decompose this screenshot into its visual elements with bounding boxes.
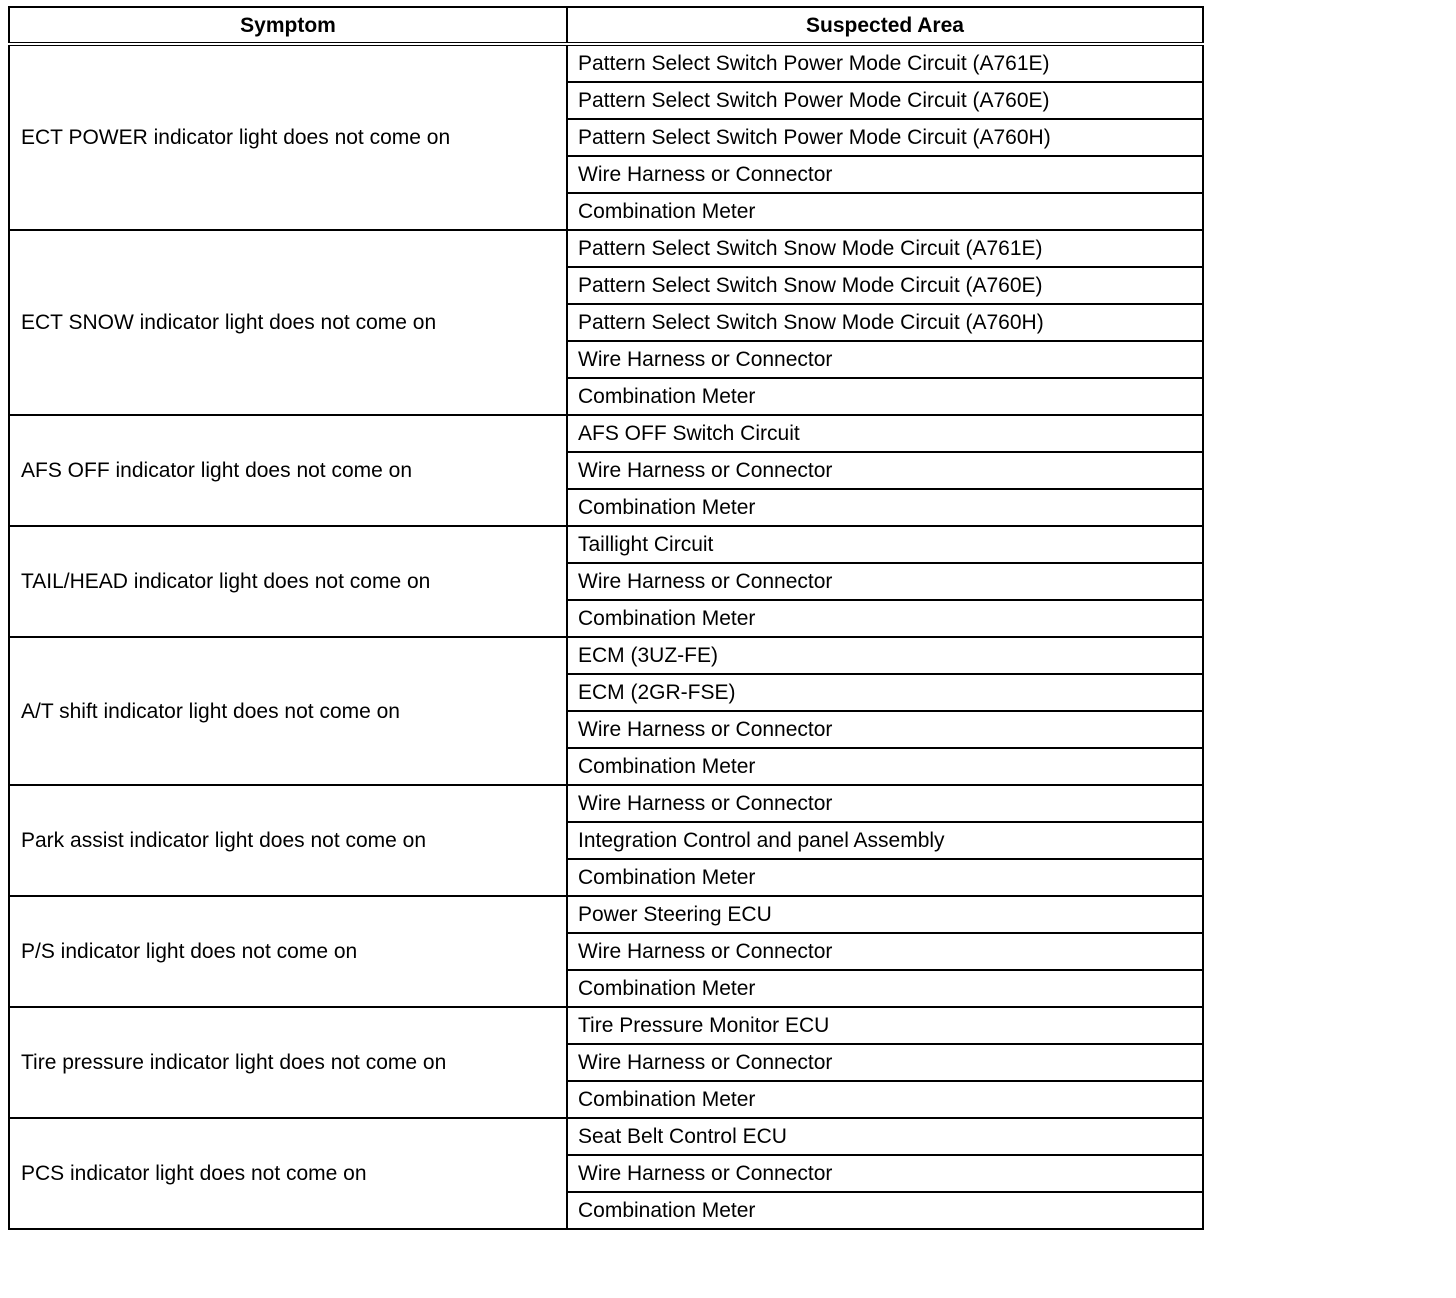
symptom-cell: P/S indicator light does not come on — [9, 896, 567, 1007]
suspected-area-cell: ECM (2GR-FSE) — [567, 674, 1203, 711]
suspected-area-cell: Combination Meter — [567, 600, 1203, 637]
suspected-area-cell: AFS OFF Switch Circuit — [567, 415, 1203, 452]
diagnosis-table — [8, 6, 1204, 1230]
symptom-cell: ECT POWER indicator light does not come on — [9, 44, 567, 230]
suspected-area-cell: Combination Meter — [567, 859, 1203, 896]
symptom-cell: Park assist indicator light does not come on — [9, 785, 567, 896]
table-row — [9, 230, 1203, 267]
suspected-area-cell: Wire Harness or Connector — [567, 341, 1203, 378]
suspected-area-cell: Wire Harness or Connector — [567, 1155, 1203, 1192]
suspected-area-cell: Combination Meter — [567, 1081, 1203, 1118]
suspected-area-cell: Pattern Select Switch Snow Mode Circuit (A760E) — [567, 267, 1203, 304]
suspected-area-cell: Pattern Select Switch Snow Mode Circuit (A761E) — [567, 230, 1203, 267]
suspected-area-cell: Combination Meter — [567, 489, 1203, 526]
table-row — [9, 1118, 1203, 1155]
suspected-area-cell: Pattern Select Switch Snow Mode Circuit (A760H) — [567, 304, 1203, 341]
suspected-area-cell: Seat Belt Control ECU — [567, 1118, 1203, 1155]
suspected-area-cell: Pattern Select Switch Power Mode Circuit (A760H) — [567, 119, 1203, 156]
header-symptom: Symptom — [9, 7, 567, 44]
symptom-cell: PCS indicator light does not come on — [9, 1118, 567, 1229]
suspected-area-cell: Pattern Select Switch Power Mode Circuit (A760E) — [567, 82, 1203, 119]
suspected-area-cell: Combination Meter — [567, 748, 1203, 785]
symptom-cell: AFS OFF indicator light does not come on — [9, 415, 567, 526]
header-suspected-area: Suspected Area — [567, 7, 1203, 44]
suspected-area-cell: Combination Meter — [567, 193, 1203, 230]
symptom-cell: A/T shift indicator light does not come on — [9, 637, 567, 785]
suspected-area-cell: Combination Meter — [567, 1192, 1203, 1229]
suspected-area-cell: Wire Harness or Connector — [567, 563, 1203, 600]
header-row — [9, 7, 1203, 44]
symptom-cell: TAIL/HEAD indicator light does not come on — [9, 526, 567, 637]
table-row — [9, 415, 1203, 452]
suspected-area-cell: ECM (3UZ-FE) — [567, 637, 1203, 674]
suspected-area-cell: Pattern Select Switch Power Mode Circuit (A761E) — [567, 44, 1203, 82]
table-row — [9, 526, 1203, 563]
table-row — [9, 1007, 1203, 1044]
table-row — [9, 896, 1203, 933]
suspected-area-cell: Power Steering ECU — [567, 896, 1203, 933]
table-row — [9, 637, 1203, 674]
suspected-area-cell: Wire Harness or Connector — [567, 452, 1203, 489]
symptom-cell: Tire pressure indicator light does not come on — [9, 1007, 567, 1118]
table-row — [9, 44, 1203, 82]
suspected-area-cell: Integration Control and panel Assembly — [567, 822, 1203, 859]
suspected-area-cell: Combination Meter — [567, 378, 1203, 415]
suspected-area-cell: Wire Harness or Connector — [567, 711, 1203, 748]
suspected-area-cell: Wire Harness or Connector — [567, 156, 1203, 193]
suspected-area-cell: Tire Pressure Monitor ECU — [567, 1007, 1203, 1044]
table-row — [9, 785, 1203, 822]
suspected-area-cell: Taillight Circuit — [567, 526, 1203, 563]
suspected-area-cell: Wire Harness or Connector — [567, 1044, 1203, 1081]
suspected-area-cell: Wire Harness or Connector — [567, 785, 1203, 822]
symptom-cell: ECT SNOW indicator light does not come on — [9, 230, 567, 415]
suspected-area-cell: Combination Meter — [567, 970, 1203, 1007]
suspected-area-cell: Wire Harness or Connector — [567, 933, 1203, 970]
table-body — [9, 44, 1203, 1229]
